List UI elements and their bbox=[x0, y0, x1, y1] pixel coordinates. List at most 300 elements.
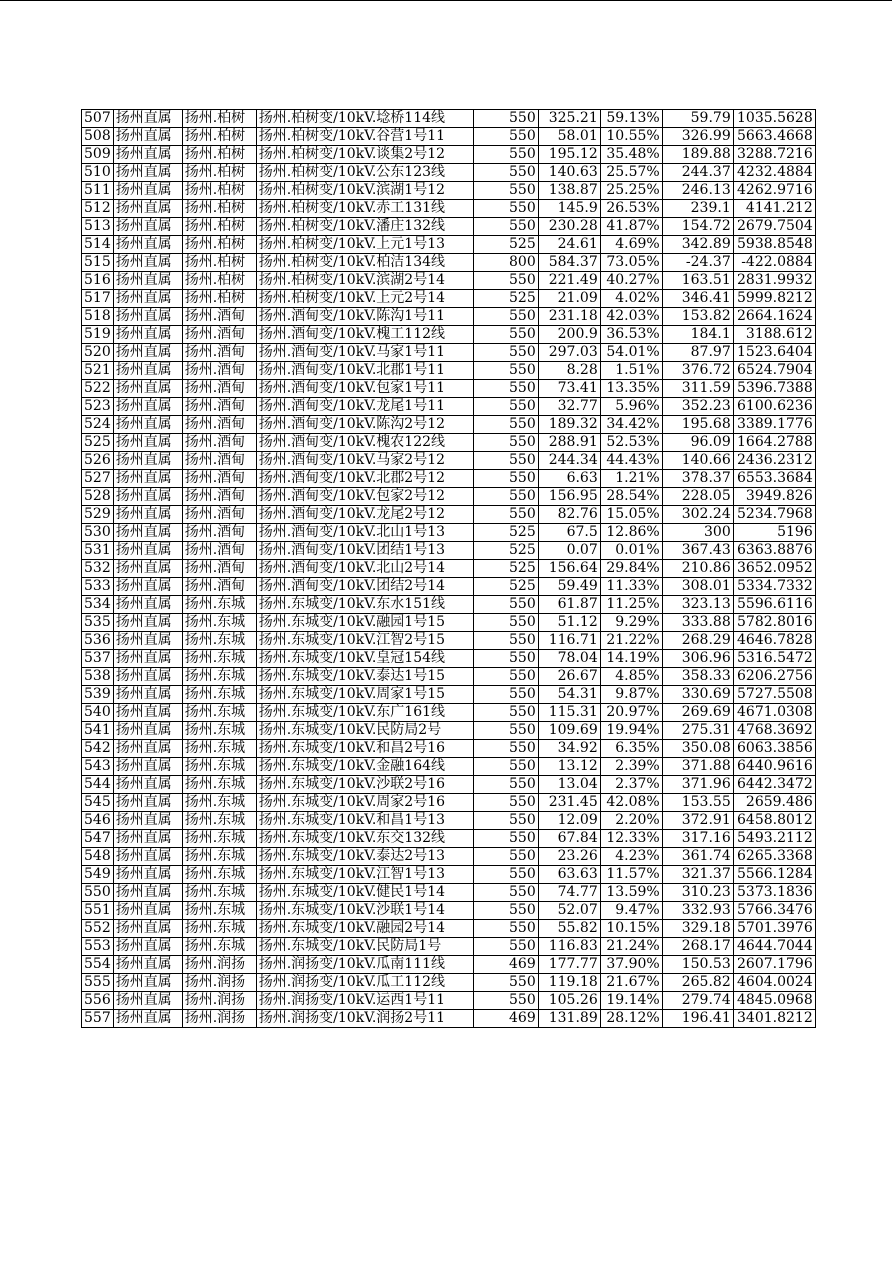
remaining-value-cell: 4644.7044 bbox=[733, 938, 815, 956]
load-rate-cell: 21.24% bbox=[600, 938, 662, 956]
remaining-capacity-cell: 323.13 bbox=[662, 596, 733, 614]
rated-capacity-cell: 550 bbox=[473, 416, 538, 434]
rated-capacity-cell: 550 bbox=[473, 272, 538, 290]
substation-cell: 扬州.东城 bbox=[182, 632, 256, 650]
load-rate-cell: 36.53% bbox=[600, 326, 662, 344]
feeder-line-cell: 扬州.酒甸变/10kV.槐工112线 bbox=[256, 326, 473, 344]
load-rate-cell: 10.15% bbox=[600, 920, 662, 938]
remaining-value-cell: 3188.612 bbox=[733, 326, 815, 344]
row-number: 543 bbox=[82, 758, 114, 776]
rated-capacity-cell: 550 bbox=[473, 380, 538, 398]
row-number: 553 bbox=[82, 938, 114, 956]
remaining-value-cell: 6265.3368 bbox=[733, 848, 815, 866]
feeder-line-cell: 扬州.柏树变/10kV.谈集2号12 bbox=[256, 146, 473, 164]
load-cell: 67.84 bbox=[538, 830, 600, 848]
row-number: 555 bbox=[82, 974, 114, 992]
rated-capacity-cell: 550 bbox=[473, 992, 538, 1010]
substation-cell: 扬州.东城 bbox=[182, 920, 256, 938]
row-number: 532 bbox=[82, 560, 114, 578]
company-cell: 扬州直属 bbox=[113, 344, 182, 362]
feeder-line-cell: 扬州.柏树变/10kV.滨湖2号14 bbox=[256, 272, 473, 290]
substation-cell: 扬州.酒甸 bbox=[182, 506, 256, 524]
feeder-line-cell: 扬州.东城变/10kV.皇冠154线 bbox=[256, 650, 473, 668]
load-cell: 231.45 bbox=[538, 794, 600, 812]
substation-cell: 扬州.东城 bbox=[182, 866, 256, 884]
feeder-line-cell: 扬州.酒甸变/10kV.团结1号13 bbox=[256, 542, 473, 560]
remaining-value-cell: 4232.4884 bbox=[733, 164, 815, 182]
remaining-capacity-cell: 239.1 bbox=[662, 200, 733, 218]
remaining-value-cell: 5938.8548 bbox=[733, 236, 815, 254]
remaining-value-cell: 6063.3856 bbox=[733, 740, 815, 758]
rated-capacity-cell: 550 bbox=[473, 884, 538, 902]
row-number: 528 bbox=[82, 488, 114, 506]
company-cell: 扬州直属 bbox=[113, 848, 182, 866]
remaining-capacity-cell: 154.72 bbox=[662, 218, 733, 236]
remaining-capacity-cell: 96.09 bbox=[662, 434, 733, 452]
company-cell: 扬州直属 bbox=[113, 146, 182, 164]
table-row bbox=[82, 110, 816, 128]
substation-cell: 扬州.东城 bbox=[182, 650, 256, 668]
table-row bbox=[82, 632, 816, 650]
remaining-capacity-cell: 153.82 bbox=[662, 308, 733, 326]
remaining-capacity-cell: 371.96 bbox=[662, 776, 733, 794]
row-number: 547 bbox=[82, 830, 114, 848]
feeder-line-cell: 扬州.东城变/10kV.东交132线 bbox=[256, 830, 473, 848]
table-row bbox=[82, 794, 816, 812]
remaining-capacity-cell: -24.37 bbox=[662, 254, 733, 272]
company-cell: 扬州直属 bbox=[113, 740, 182, 758]
load-rate-cell: 40.27% bbox=[600, 272, 662, 290]
load-cell: 12.09 bbox=[538, 812, 600, 830]
substation-cell: 扬州.酒甸 bbox=[182, 488, 256, 506]
table-row bbox=[82, 686, 816, 704]
load-cell: 55.82 bbox=[538, 920, 600, 938]
feeder-line-cell: 扬州.柏树变/10kV.埝桥114线 bbox=[256, 110, 473, 128]
remaining-capacity-cell: 265.82 bbox=[662, 974, 733, 992]
remaining-capacity-cell: 140.66 bbox=[662, 452, 733, 470]
substation-cell: 扬州.柏树 bbox=[182, 236, 256, 254]
table-row bbox=[82, 596, 816, 614]
company-cell: 扬州直属 bbox=[113, 362, 182, 380]
load-cell: 13.12 bbox=[538, 758, 600, 776]
row-number: 545 bbox=[82, 794, 114, 812]
load-cell: 109.69 bbox=[538, 722, 600, 740]
table-row bbox=[82, 182, 816, 200]
substation-cell: 扬州.柏树 bbox=[182, 290, 256, 308]
load-rate-cell: 25.57% bbox=[600, 164, 662, 182]
load-rate-cell: 9.29% bbox=[600, 614, 662, 632]
rated-capacity-cell: 550 bbox=[473, 848, 538, 866]
substation-cell: 扬州.东城 bbox=[182, 776, 256, 794]
table-row bbox=[82, 1010, 816, 1028]
load-rate-cell: 12.86% bbox=[600, 524, 662, 542]
load-cell: 74.77 bbox=[538, 884, 600, 902]
remaining-capacity-cell: 311.59 bbox=[662, 380, 733, 398]
load-rate-cell: 6.35% bbox=[600, 740, 662, 758]
table-row bbox=[82, 416, 816, 434]
feeder-line-cell: 扬州.润扬变/10kV.运西1号11 bbox=[256, 992, 473, 1010]
company-cell: 扬州直属 bbox=[113, 686, 182, 704]
table-row bbox=[82, 668, 816, 686]
load-rate-cell: 10.55% bbox=[600, 128, 662, 146]
row-number: 556 bbox=[82, 992, 114, 1010]
table-row bbox=[82, 272, 816, 290]
rated-capacity-cell: 550 bbox=[473, 758, 538, 776]
remaining-value-cell: 5727.5508 bbox=[733, 686, 815, 704]
table-row bbox=[82, 290, 816, 308]
feeder-line-cell: 扬州.酒甸变/10kV.龙尾2号12 bbox=[256, 506, 473, 524]
substation-cell: 扬州.东城 bbox=[182, 668, 256, 686]
feeder-line-cell: 扬州.酒甸变/10kV.包家2号12 bbox=[256, 488, 473, 506]
remaining-capacity-cell: 321.37 bbox=[662, 866, 733, 884]
table-row bbox=[82, 344, 816, 362]
remaining-value-cell: 5782.8016 bbox=[733, 614, 815, 632]
substation-cell: 扬州.酒甸 bbox=[182, 578, 256, 596]
load-rate-cell: 4.69% bbox=[600, 236, 662, 254]
load-rate-cell: 13.35% bbox=[600, 380, 662, 398]
rated-capacity-cell: 550 bbox=[473, 506, 538, 524]
load-cell: 82.76 bbox=[538, 506, 600, 524]
rated-capacity-cell: 550 bbox=[473, 722, 538, 740]
remaining-capacity-cell: 352.23 bbox=[662, 398, 733, 416]
remaining-value-cell: 1523.6404 bbox=[733, 344, 815, 362]
load-cell: 51.12 bbox=[538, 614, 600, 632]
load-rate-cell: 21.22% bbox=[600, 632, 662, 650]
rated-capacity-cell: 550 bbox=[473, 794, 538, 812]
remaining-value-cell: 4604.0024 bbox=[733, 974, 815, 992]
table-row bbox=[82, 974, 816, 992]
rated-capacity-cell: 550 bbox=[473, 452, 538, 470]
load-cell: 325.21 bbox=[538, 110, 600, 128]
company-cell: 扬州直属 bbox=[113, 308, 182, 326]
remaining-value-cell: 5234.7968 bbox=[733, 506, 815, 524]
feeder-line-cell: 扬州.东城变/10kV.金融164线 bbox=[256, 758, 473, 776]
remaining-capacity-cell: 308.01 bbox=[662, 578, 733, 596]
load-cell: 63.63 bbox=[538, 866, 600, 884]
substation-cell: 扬州.柏树 bbox=[182, 110, 256, 128]
load-cell: 156.64 bbox=[538, 560, 600, 578]
feeder-line-cell: 扬州.东城变/10kV.沙联1号14 bbox=[256, 902, 473, 920]
load-cell: 221.49 bbox=[538, 272, 600, 290]
remaining-capacity-cell: 332.93 bbox=[662, 902, 733, 920]
company-cell: 扬州直属 bbox=[113, 380, 182, 398]
load-rate-cell: 42.03% bbox=[600, 308, 662, 326]
remaining-value-cell: 6440.9616 bbox=[733, 758, 815, 776]
remaining-value-cell: 5701.3976 bbox=[733, 920, 815, 938]
company-cell: 扬州直属 bbox=[113, 650, 182, 668]
table-row bbox=[82, 128, 816, 146]
row-number: 508 bbox=[82, 128, 114, 146]
load-rate-cell: 19.94% bbox=[600, 722, 662, 740]
table-body bbox=[82, 110, 816, 1028]
feeder-line-cell: 扬州.柏树变/10kV.赤工131线 bbox=[256, 200, 473, 218]
load-cell: 288.91 bbox=[538, 434, 600, 452]
remaining-value-cell: 2607.1796 bbox=[733, 956, 815, 974]
load-cell: 67.5 bbox=[538, 524, 600, 542]
rated-capacity-cell: 550 bbox=[473, 596, 538, 614]
load-cell: 8.28 bbox=[538, 362, 600, 380]
feeder-line-cell: 扬州.柏树变/10kV.公东123线 bbox=[256, 164, 473, 182]
table-row bbox=[82, 938, 816, 956]
feeder-line-cell: 扬州.东城变/10kV.和昌1号13 bbox=[256, 812, 473, 830]
rated-capacity-cell: 550 bbox=[473, 650, 538, 668]
remaining-value-cell: 5493.2112 bbox=[733, 830, 815, 848]
remaining-capacity-cell: 246.13 bbox=[662, 182, 733, 200]
remaining-value-cell: 2679.7504 bbox=[733, 218, 815, 236]
company-cell: 扬州直属 bbox=[113, 272, 182, 290]
feeder-line-cell: 扬州.酒甸变/10kV.北郡2号12 bbox=[256, 470, 473, 488]
row-number: 557 bbox=[82, 1010, 114, 1028]
substation-cell: 扬州.酒甸 bbox=[182, 326, 256, 344]
feeder-line-cell: 扬州.柏树变/10kV.谷营1号11 bbox=[256, 128, 473, 146]
feeder-line-cell: 扬州.东城变/10kV.东广161线 bbox=[256, 704, 473, 722]
load-rate-cell: 11.57% bbox=[600, 866, 662, 884]
remaining-value-cell: 6442.3472 bbox=[733, 776, 815, 794]
row-number: 551 bbox=[82, 902, 114, 920]
feeder-line-cell: 扬州.酒甸变/10kV.槐农122线 bbox=[256, 434, 473, 452]
row-number: 535 bbox=[82, 614, 114, 632]
remaining-capacity-cell: 268.17 bbox=[662, 938, 733, 956]
substation-cell: 扬州.柏树 bbox=[182, 164, 256, 182]
load-cell: 244.34 bbox=[538, 452, 600, 470]
remaining-value-cell: 4262.9716 bbox=[733, 182, 815, 200]
row-number: 539 bbox=[82, 686, 114, 704]
feeder-line-cell: 扬州.东城变/10kV.江智1号13 bbox=[256, 866, 473, 884]
load-rate-cell: 11.25% bbox=[600, 596, 662, 614]
substation-cell: 扬州.柏树 bbox=[182, 218, 256, 236]
feeder-line-cell: 扬州.酒甸变/10kV.北山2号14 bbox=[256, 560, 473, 578]
load-rate-cell: 4.85% bbox=[600, 668, 662, 686]
load-cell: 189.32 bbox=[538, 416, 600, 434]
feeder-line-cell: 扬州.东城变/10kV.周家2号16 bbox=[256, 794, 473, 812]
table-row bbox=[82, 362, 816, 380]
company-cell: 扬州直属 bbox=[113, 452, 182, 470]
company-cell: 扬州直属 bbox=[113, 524, 182, 542]
row-number: 546 bbox=[82, 812, 114, 830]
remaining-capacity-cell: 329.18 bbox=[662, 920, 733, 938]
substation-cell: 扬州.酒甸 bbox=[182, 560, 256, 578]
substation-cell: 扬州.润扬 bbox=[182, 956, 256, 974]
table-row bbox=[82, 722, 816, 740]
remaining-capacity-cell: 371.88 bbox=[662, 758, 733, 776]
load-cell: 23.26 bbox=[538, 848, 600, 866]
substation-cell: 扬州.东城 bbox=[182, 812, 256, 830]
substation-cell: 扬州.东城 bbox=[182, 848, 256, 866]
feeder-line-cell: 扬州.酒甸变/10kV.陈沟2号12 bbox=[256, 416, 473, 434]
row-number: 520 bbox=[82, 344, 114, 362]
company-cell: 扬州直属 bbox=[113, 200, 182, 218]
rated-capacity-cell: 525 bbox=[473, 236, 538, 254]
remaining-capacity-cell: 302.24 bbox=[662, 506, 733, 524]
feeder-line-cell: 扬州.柏树变/10kV.潘庄132线 bbox=[256, 218, 473, 236]
substation-cell: 扬州.东城 bbox=[182, 614, 256, 632]
table-row bbox=[82, 650, 816, 668]
company-cell: 扬州直属 bbox=[113, 236, 182, 254]
feeder-line-cell: 扬州.东城变/10kV.民防局1号 bbox=[256, 938, 473, 956]
remaining-capacity-cell: 59.79 bbox=[662, 110, 733, 128]
feeder-line-cell: 扬州.酒甸变/10kV.包家1号11 bbox=[256, 380, 473, 398]
remaining-capacity-cell: 326.99 bbox=[662, 128, 733, 146]
load-cell: 177.77 bbox=[538, 956, 600, 974]
feeder-line-cell: 扬州.柏树变/10kV.上元1号13 bbox=[256, 236, 473, 254]
load-rate-cell: 21.67% bbox=[600, 974, 662, 992]
table-row bbox=[82, 434, 816, 452]
rated-capacity-cell: 550 bbox=[473, 668, 538, 686]
row-number: 550 bbox=[82, 884, 114, 902]
rated-capacity-cell: 550 bbox=[473, 866, 538, 884]
rated-capacity-cell: 550 bbox=[473, 362, 538, 380]
load-rate-cell: 19.14% bbox=[600, 992, 662, 1010]
substation-cell: 扬州.东城 bbox=[182, 794, 256, 812]
load-cell: 115.31 bbox=[538, 704, 600, 722]
row-number: 519 bbox=[82, 326, 114, 344]
table-row bbox=[82, 488, 816, 506]
company-cell: 扬州直属 bbox=[113, 488, 182, 506]
load-rate-cell: 5.96% bbox=[600, 398, 662, 416]
load-rate-cell: 0.01% bbox=[600, 542, 662, 560]
substation-cell: 扬州.润扬 bbox=[182, 974, 256, 992]
row-number: 549 bbox=[82, 866, 114, 884]
remaining-value-cell: 5316.5472 bbox=[733, 650, 815, 668]
table-row bbox=[82, 452, 816, 470]
substation-cell: 扬州.酒甸 bbox=[182, 362, 256, 380]
substation-cell: 扬州.东城 bbox=[182, 884, 256, 902]
table-row bbox=[82, 740, 816, 758]
rated-capacity-cell: 550 bbox=[473, 704, 538, 722]
load-cell: 116.71 bbox=[538, 632, 600, 650]
company-cell: 扬州直属 bbox=[113, 794, 182, 812]
remaining-value-cell: 5596.6116 bbox=[733, 596, 815, 614]
substation-cell: 扬州.酒甸 bbox=[182, 452, 256, 470]
table-row bbox=[82, 812, 816, 830]
row-number: 523 bbox=[82, 398, 114, 416]
rated-capacity-cell: 550 bbox=[473, 488, 538, 506]
remaining-value-cell: 6553.3684 bbox=[733, 470, 815, 488]
remaining-value-cell: 3288.7216 bbox=[733, 146, 815, 164]
remaining-value-cell: 6363.8876 bbox=[733, 542, 815, 560]
row-number: 516 bbox=[82, 272, 114, 290]
remaining-value-cell: 6524.7904 bbox=[733, 362, 815, 380]
row-number: 530 bbox=[82, 524, 114, 542]
remaining-capacity-cell: 317.16 bbox=[662, 830, 733, 848]
substation-cell: 扬州.东城 bbox=[182, 704, 256, 722]
company-cell: 扬州直属 bbox=[113, 128, 182, 146]
table-row bbox=[82, 308, 816, 326]
row-number: 517 bbox=[82, 290, 114, 308]
feeder-line-cell: 扬州.润扬变/10kV.润扬2号11 bbox=[256, 1010, 473, 1028]
remaining-value-cell: 5663.4668 bbox=[733, 128, 815, 146]
substation-cell: 扬州.柏树 bbox=[182, 128, 256, 146]
remaining-capacity-cell: 346.41 bbox=[662, 290, 733, 308]
load-rate-cell: 26.53% bbox=[600, 200, 662, 218]
feeder-line-cell: 扬州.东城变/10kV.融园1号15 bbox=[256, 614, 473, 632]
substation-cell: 扬州.东城 bbox=[182, 686, 256, 704]
load-cell: 13.04 bbox=[538, 776, 600, 794]
load-rate-cell: 52.53% bbox=[600, 434, 662, 452]
remaining-capacity-cell: 163.51 bbox=[662, 272, 733, 290]
load-rate-cell: 2.37% bbox=[600, 776, 662, 794]
rated-capacity-cell: 550 bbox=[473, 776, 538, 794]
company-cell: 扬州直属 bbox=[113, 974, 182, 992]
company-cell: 扬州直属 bbox=[113, 758, 182, 776]
table-row bbox=[82, 920, 816, 938]
row-number: 534 bbox=[82, 596, 114, 614]
substation-cell: 扬州.酒甸 bbox=[182, 344, 256, 362]
row-number: 507 bbox=[82, 110, 114, 128]
load-cell: 195.12 bbox=[538, 146, 600, 164]
row-number: 540 bbox=[82, 704, 114, 722]
load-rate-cell: 13.59% bbox=[600, 884, 662, 902]
feeder-line-cell: 扬州.酒甸变/10kV.团结2号14 bbox=[256, 578, 473, 596]
row-number: 525 bbox=[82, 434, 114, 452]
load-rate-cell: 9.87% bbox=[600, 686, 662, 704]
table-row bbox=[82, 578, 816, 596]
feeder-line-cell: 扬州.东城变/10kV.泰达1号15 bbox=[256, 668, 473, 686]
remaining-capacity-cell: 275.31 bbox=[662, 722, 733, 740]
remaining-value-cell: 3401.8212 bbox=[733, 1010, 815, 1028]
row-number: 542 bbox=[82, 740, 114, 758]
table-row bbox=[82, 542, 816, 560]
feeder-line-cell: 扬州.酒甸变/10kV.龙尾1号11 bbox=[256, 398, 473, 416]
remaining-value-cell: 4646.7828 bbox=[733, 632, 815, 650]
company-cell: 扬州直属 bbox=[113, 830, 182, 848]
company-cell: 扬州直属 bbox=[113, 542, 182, 560]
load-rate-cell: 73.05% bbox=[600, 254, 662, 272]
table-row bbox=[82, 326, 816, 344]
rated-capacity-cell: 550 bbox=[473, 308, 538, 326]
substation-cell: 扬州.柏树 bbox=[182, 272, 256, 290]
load-rate-cell: 20.97% bbox=[600, 704, 662, 722]
substation-cell: 扬州.柏树 bbox=[182, 182, 256, 200]
remaining-value-cell: 5196 bbox=[733, 524, 815, 542]
remaining-value-cell: 6206.2756 bbox=[733, 668, 815, 686]
load-rate-cell: 15.05% bbox=[600, 506, 662, 524]
table-row bbox=[82, 200, 816, 218]
company-cell: 扬州直属 bbox=[113, 416, 182, 434]
row-number: 509 bbox=[82, 146, 114, 164]
remaining-value-cell: 2664.1624 bbox=[733, 308, 815, 326]
remaining-value-cell: 5334.7332 bbox=[733, 578, 815, 596]
load-cell: 21.09 bbox=[538, 290, 600, 308]
table-row bbox=[82, 902, 816, 920]
page-top-border bbox=[0, 0, 892, 1]
rated-capacity-cell: 550 bbox=[473, 164, 538, 182]
remaining-value-cell: 3652.0952 bbox=[733, 560, 815, 578]
remaining-capacity-cell: 306.96 bbox=[662, 650, 733, 668]
table-row bbox=[82, 254, 816, 272]
company-cell: 扬州直属 bbox=[113, 776, 182, 794]
load-cell: 297.03 bbox=[538, 344, 600, 362]
load-cell: 140.63 bbox=[538, 164, 600, 182]
substation-cell: 扬州.润扬 bbox=[182, 992, 256, 1010]
substation-cell: 扬州.东城 bbox=[182, 722, 256, 740]
rated-capacity-cell: 550 bbox=[473, 614, 538, 632]
feeder-line-cell: 扬州.东城变/10kV.健民1号14 bbox=[256, 884, 473, 902]
load-cell: 145.9 bbox=[538, 200, 600, 218]
load-cell: 26.67 bbox=[538, 668, 600, 686]
feeder-line-cell: 扬州.东城变/10kV.民防局2号 bbox=[256, 722, 473, 740]
data-table bbox=[81, 109, 816, 1028]
load-rate-cell: 59.13% bbox=[600, 110, 662, 128]
rated-capacity-cell: 550 bbox=[473, 902, 538, 920]
load-rate-cell: 37.90% bbox=[600, 956, 662, 974]
load-rate-cell: 42.08% bbox=[600, 794, 662, 812]
row-number: 522 bbox=[82, 380, 114, 398]
remaining-capacity-cell: 372.91 bbox=[662, 812, 733, 830]
substation-cell: 扬州.东城 bbox=[182, 596, 256, 614]
company-cell: 扬州直属 bbox=[113, 902, 182, 920]
remaining-capacity-cell: 150.53 bbox=[662, 956, 733, 974]
